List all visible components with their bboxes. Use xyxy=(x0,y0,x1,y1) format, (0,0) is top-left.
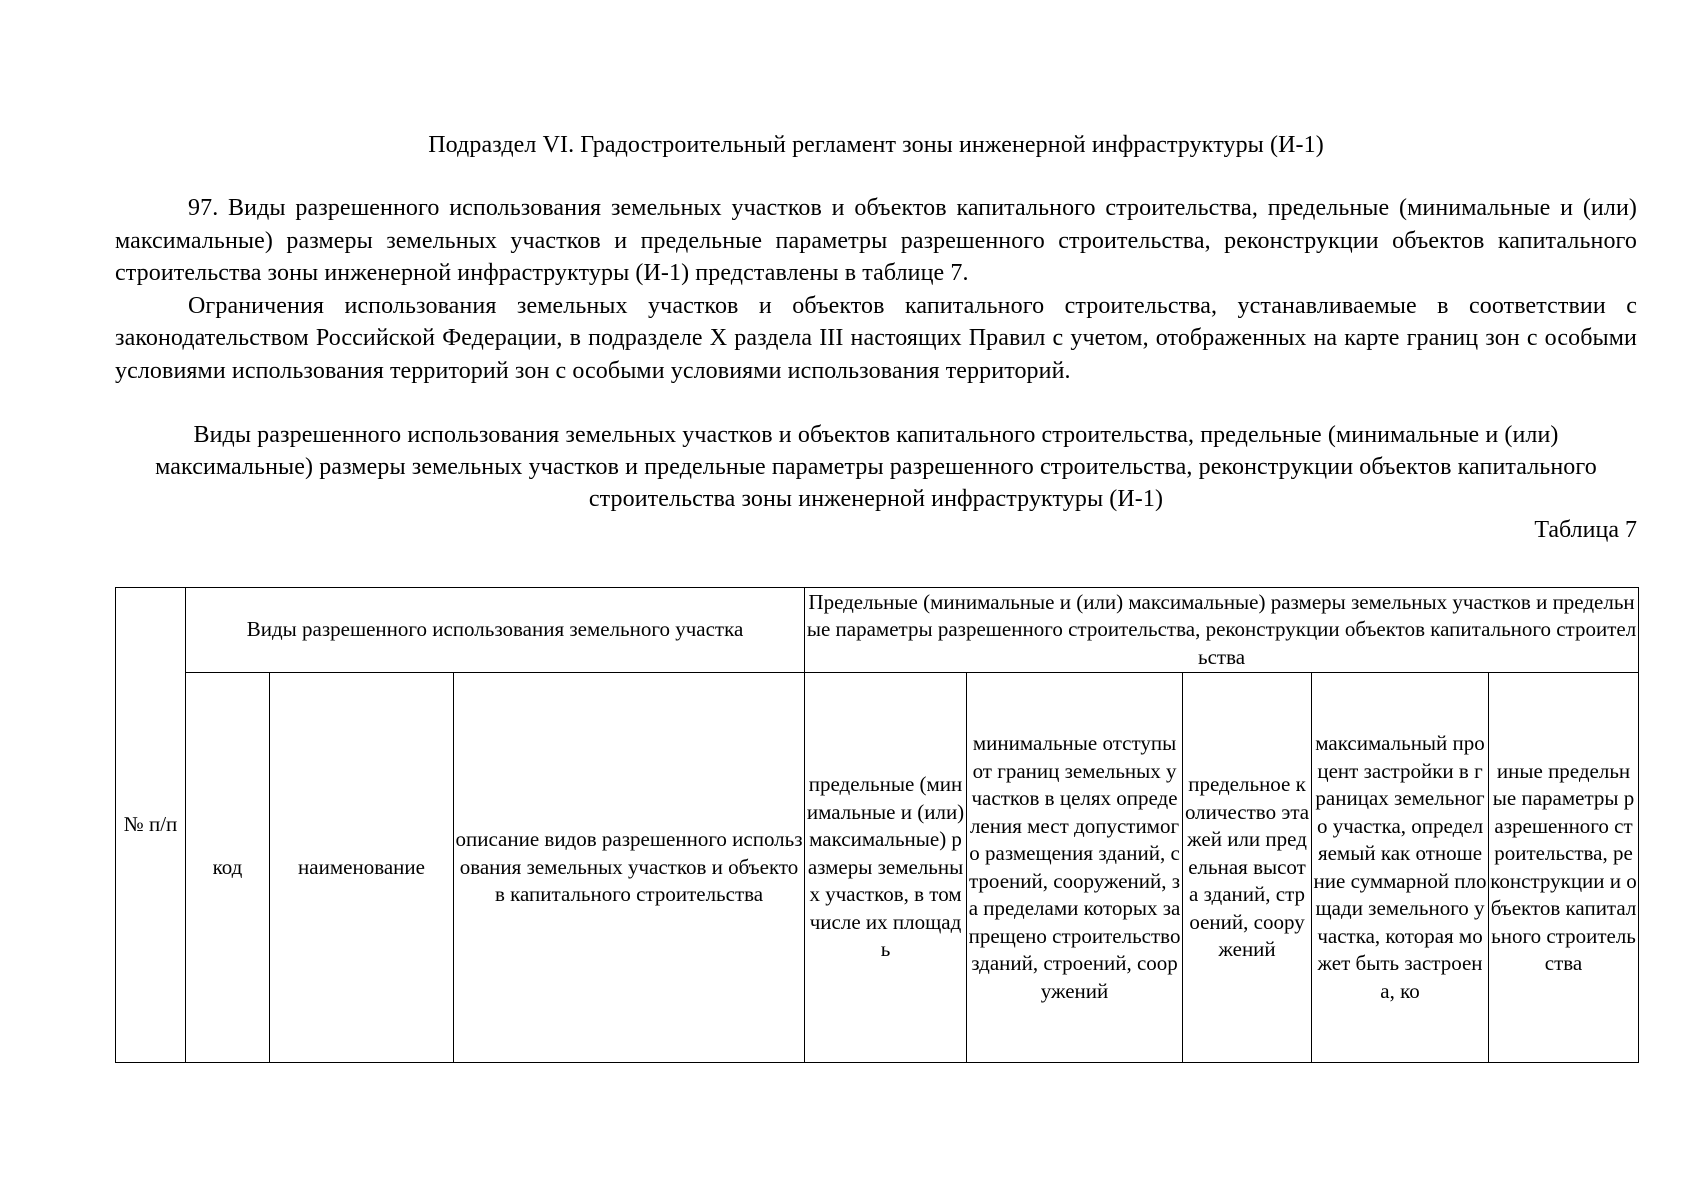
table-number: Таблица 7 xyxy=(1534,517,1637,543)
group-permitted-use-header: Виды разрешенного использования земельного участка xyxy=(186,588,805,673)
column-coverage-header: максимальный процент застройки в границах земельного участка, определяемый как отношение суммарной площади земельного участка, которая может быть застроена, ко xyxy=(1313,731,1487,1003)
paragraph-restrictions: Ограничения использования земельных участков и объектов капитального строительства, устанавливаемые в соответствии с законодательством Российской Федерации, в подразделе X раздела III настоящих Правил с учетом, отображенных на карте границ зон с особыми условиями использования территорий зон с особыми условиями использования территорий. xyxy=(115,292,1637,384)
group-limit-parameters-header: Предельные (минимальные и (или) максимальные) размеры земельных участков и предельные параметры разрешенного строительства, реконструкции объектов капитального строительства xyxy=(805,588,1639,673)
column-code-header: код xyxy=(186,673,270,1063)
column-name-header: наименование xyxy=(270,673,454,1063)
regulation-table xyxy=(115,587,1639,1063)
column-number-header: № п/п xyxy=(116,588,186,1063)
section-heading: Подраздел VI. Градостроительный регламент зоны инженерной инфраструктуры (И-1) xyxy=(428,132,1324,158)
column-other-params-header: иные предельные параметры разрешенного строительства, реконструкции и объектов капитального строительства xyxy=(1489,673,1639,1063)
column-setback-header: минимальные отступы от границ земельных участков в целях определения мест допустимого размещения зданий, строений, сооружений, за пределами которых запрещено строительство зданий, строений, сооружений xyxy=(967,673,1183,1063)
paragraph-97: 97. Виды разрешенного использования земельных участков и объектов капитального строительства, предельные (минимальные и (или) максимальные) размеры земельных участков и предельные параметры разрешенного строительства, реконструкции объектов капитального строительства зоны инженерной инфраструктуры (И-1) представлены в таблице 7. xyxy=(115,195,1637,286)
column-plot-size-header: предельные (минимальные и (или) максимальные) размеры земельных участков, в том числе их площадь xyxy=(805,673,967,1063)
document-page xyxy=(115,130,1637,543)
column-floors-header: предельное количество этажей или предельная высота зданий, строений, сооружений xyxy=(1183,673,1312,1063)
table-title: Виды разрешенного использования земельных участков и объектов капитального строительства, предельные (минимальные и (или) максимальные) размеры земельных участков и предельные параметры разрешенного строительства, реконструкции объектов капитального строительства зоны инженерной инфраструктуры (И-1) xyxy=(155,422,1597,512)
column-description-header: описание видов разрешенного использования земельных участков и объектов капитального строительства xyxy=(454,673,805,1063)
column-coverage-cell xyxy=(1312,673,1489,1063)
